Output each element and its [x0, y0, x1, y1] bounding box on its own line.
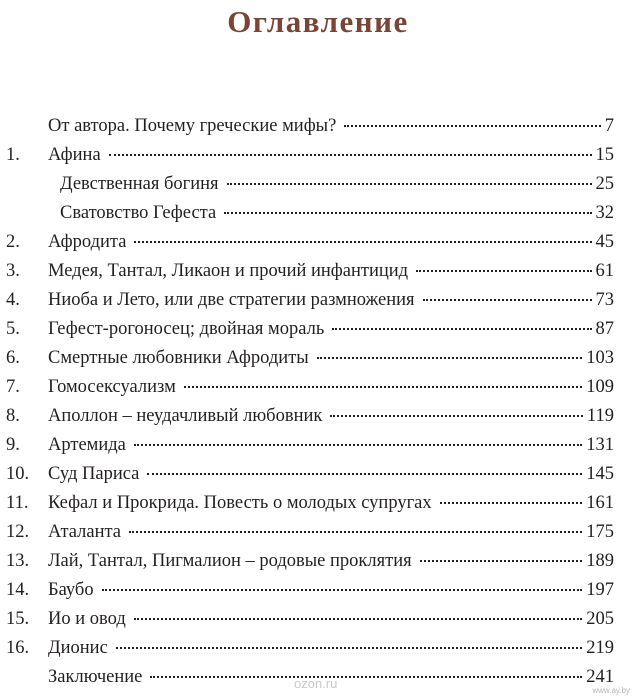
- toc-entry-title: Аполлон – неудачливый любовник: [48, 406, 323, 426]
- toc-entry-page: 7: [604, 116, 614, 136]
- toc-entry: [0, 142, 636, 168]
- toc-entry-title: Артемида: [48, 435, 126, 455]
- toc-entry-title: Аталанта: [48, 522, 121, 542]
- toc-entry-title: От автора. Почему греческие мифы?: [48, 116, 337, 136]
- toc-entry: [0, 403, 636, 429]
- toc-entry-title: Медея, Тантал, Ликаон и прочий инфантицид: [48, 261, 409, 281]
- toc-entry-title: Лай, Тантал, Пигмалион – родовые проклятия: [48, 551, 412, 571]
- toc-entry-number: 11.: [6, 493, 29, 513]
- toc-entry-number: 13.: [6, 551, 30, 571]
- dot-leader: [102, 588, 583, 591]
- toc-entry-number: 12.: [6, 522, 30, 542]
- dot-leader: [147, 472, 582, 475]
- toc-entry: [0, 635, 636, 661]
- toc-entry-title: Девственная богиня: [60, 174, 219, 194]
- toc-entry-title: Дионис: [48, 638, 108, 658]
- toc-entry-page: 119: [586, 406, 614, 426]
- dot-leader: [420, 559, 583, 562]
- toc-entry-number: 6.: [6, 348, 20, 368]
- dot-leader: [423, 298, 592, 301]
- toc-entry-number: 10.: [6, 464, 30, 484]
- corner-watermark: www.ay.by: [592, 686, 630, 695]
- toc-entry-title: Сватовство Гефеста: [60, 203, 217, 223]
- toc-entry: [0, 229, 636, 255]
- dot-leader: [227, 182, 592, 185]
- dot-leader: [134, 240, 591, 243]
- toc-entry-page: 45: [595, 232, 614, 252]
- toc-entry: [0, 490, 636, 516]
- toc-entry: [0, 113, 636, 139]
- toc-entry-title: Ио и овод: [48, 609, 126, 629]
- toc-entry-title: Гефест-рогоносец; двойная мораль: [48, 319, 325, 339]
- toc-entry-page: 189: [586, 551, 614, 571]
- toc-entry-number: 16.: [6, 638, 30, 658]
- page-title: Оглавление: [227, 4, 409, 39]
- toc-entry-page: 205: [586, 609, 614, 629]
- toc-entry-page: 241: [586, 667, 614, 687]
- toc-entry-page: 73: [595, 290, 614, 310]
- dot-leader: [184, 385, 582, 388]
- dot-leader: [332, 327, 591, 330]
- toc-entry: [0, 258, 636, 284]
- toc-entry: [0, 548, 636, 574]
- toc-entry: [0, 606, 636, 632]
- toc-entry-page: 131: [586, 435, 614, 455]
- dot-leader: [440, 501, 583, 504]
- toc-entry-number: 3.: [6, 261, 20, 281]
- toc-entry-title: Баубо: [48, 580, 94, 600]
- toc-entry-number: 5.: [6, 319, 20, 339]
- toc-entry: [0, 171, 636, 197]
- toc-entry-page: 32: [595, 203, 614, 223]
- toc-entry-page: 15: [595, 145, 614, 165]
- dot-leader: [330, 414, 583, 417]
- toc-entry-title: Кефал и Прокрида. Повесть о молодых супругах: [48, 493, 432, 513]
- dot-leader: [317, 356, 583, 359]
- toc-entry-page: 61: [595, 261, 614, 281]
- toc-entry-title: Смертные любовники Афродиты: [48, 348, 309, 368]
- toc-entry-page: 175: [586, 522, 614, 542]
- toc-entry: [0, 200, 636, 226]
- toc-entry-number: 8.: [6, 406, 20, 426]
- toc-entry-number: 15.: [6, 609, 30, 629]
- toc-entry-page: 161: [586, 493, 614, 513]
- toc-entry: [0, 345, 636, 371]
- dot-leader: [416, 269, 591, 272]
- toc-entry-number: 9.: [6, 435, 20, 455]
- toc-entry-number: 1.: [6, 145, 20, 165]
- toc-entry-page: 103: [586, 348, 614, 368]
- toc-entry-page: 219: [586, 638, 614, 658]
- dot-leader: [134, 617, 583, 620]
- toc-entry: [0, 432, 636, 458]
- dot-leader: [150, 675, 582, 678]
- toc-entry-page: 87: [595, 319, 614, 339]
- toc-entry-title: Гомосексуализм: [48, 377, 176, 397]
- toc-entry-title: Ниоба и Лето, или две стратегии размножения: [48, 290, 415, 310]
- dot-leader: [224, 211, 591, 214]
- toc-entry-page: 25: [595, 174, 614, 194]
- toc-entry: [0, 287, 636, 313]
- toc-entry-number: 2.: [6, 232, 20, 252]
- toc-entry-title: Заключение: [48, 667, 143, 687]
- dot-leader: [109, 153, 592, 156]
- toc-entry: [0, 374, 636, 400]
- toc-entry-number: 4.: [6, 290, 20, 310]
- toc-entry: [0, 316, 636, 342]
- watermark: ozon.ru: [294, 676, 338, 691]
- toc-entry-number: 14.: [6, 580, 30, 600]
- toc-entry-page: 197: [586, 580, 614, 600]
- toc-entry-page: 145: [586, 464, 614, 484]
- dot-leader: [344, 124, 600, 127]
- toc-entry-title: Афродита: [48, 232, 127, 252]
- toc-entry-title: Суд Париса: [48, 464, 140, 484]
- toc-entry: [0, 577, 636, 603]
- dot-leader: [116, 646, 582, 649]
- toc-entry-page: 109: [586, 377, 614, 397]
- toc-entry-title: Афина: [48, 145, 101, 165]
- toc-entry: [0, 461, 636, 487]
- toc-entry-number: 7.: [6, 377, 20, 397]
- toc-entry: [0, 519, 636, 545]
- dot-leader: [129, 530, 582, 533]
- dot-leader: [134, 443, 582, 446]
